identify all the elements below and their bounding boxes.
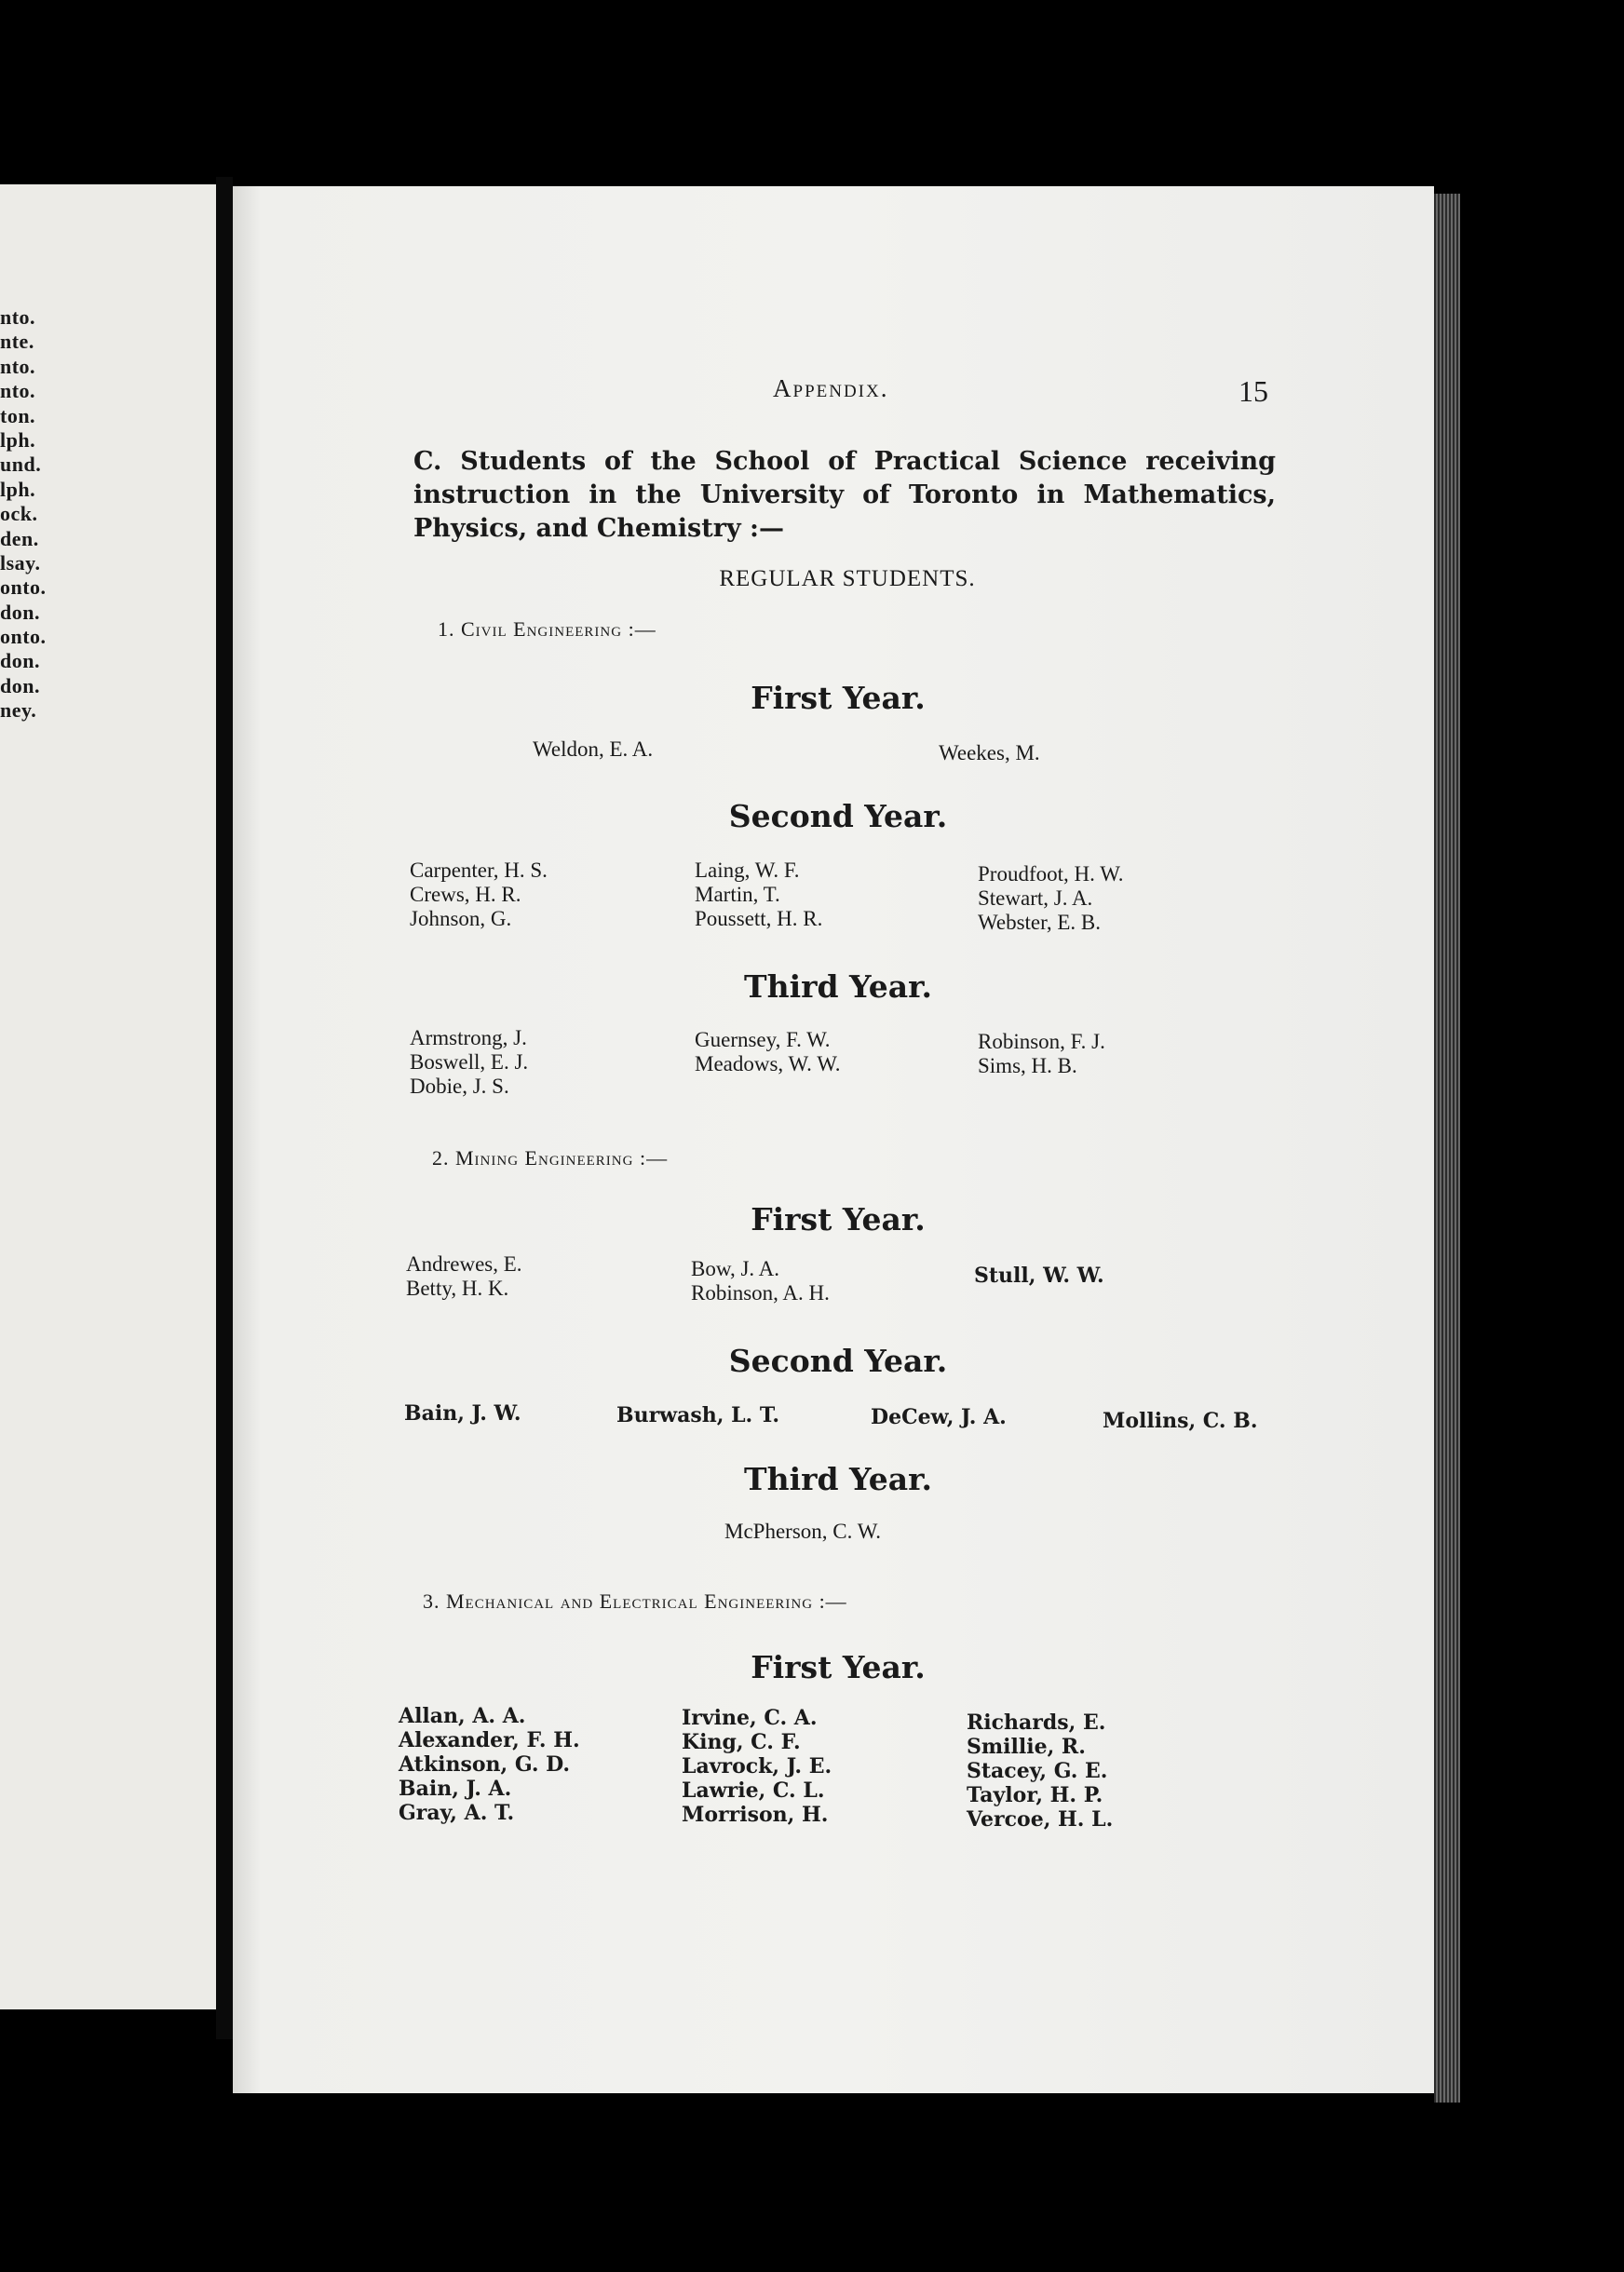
student-name: Lawrie, C. L.: [682, 1778, 825, 1803]
year-heading: First Year.: [751, 680, 926, 716]
section-heading-civil: 1. Civil Engineering :—: [438, 617, 656, 641]
student-name: Johnson, G.: [410, 907, 512, 930]
facing-line: den.: [0, 526, 39, 550]
student-name: Taylor, H. P.: [967, 1783, 1103, 1807]
facing-line: don.: [0, 600, 40, 624]
student-name: Carpenter, H. S.: [410, 859, 548, 882]
student-name: DeCew, J. A.: [871, 1405, 1007, 1429]
student-name: Stull, W. W.: [974, 1264, 1104, 1288]
name-column: [399, 1704, 580, 1825]
name-column: [695, 1028, 841, 1076]
student-name: Dobie, J. S.: [410, 1075, 509, 1098]
student-name: Meadows, W. W.: [695, 1052, 841, 1075]
student-name: Poussett, H. R.: [695, 907, 823, 930]
student-name: Robinson, A. H.: [691, 1281, 830, 1305]
name-column: [967, 1711, 1113, 1832]
facing-line: ton.: [0, 403, 36, 427]
student-name: Andrewes, E.: [406, 1252, 522, 1276]
student-name: Robinson, F. J.: [978, 1030, 1105, 1053]
name-column: [404, 1401, 521, 1426]
facing-line: nte.: [0, 330, 34, 354]
name-column: [410, 859, 548, 931]
section-heading-mining: 2. Mining Engineering :—: [432, 1146, 669, 1170]
page-edge: [1434, 194, 1460, 2103]
student-name: Bain, J. A.: [399, 1777, 512, 1801]
name-column: [978, 862, 1124, 935]
running-head: Appendix.: [773, 374, 889, 402]
student-name: Bain, J. W.: [404, 1401, 521, 1426]
student-name: Laing, W. F.: [695, 859, 800, 882]
student-name: Stacey, G. E.: [967, 1759, 1108, 1783]
student-name: Martin, T.: [695, 883, 780, 906]
student-name: Bow, J. A.: [691, 1257, 779, 1280]
year-heading: Third Year.: [744, 968, 932, 1005]
name-column: [682, 1706, 832, 1827]
page-number: 15: [1238, 374, 1268, 408]
facing-line: nto.: [0, 379, 36, 403]
section-intro: C. Students of the School of Practical Science receiving instruction in the University of Toronto in Mathematics, Physics, and Chemistry :—: [413, 447, 1276, 543]
facing-line: don.: [0, 673, 40, 697]
year-heading: First Year.: [751, 1201, 926, 1237]
facing-line: nto.: [0, 354, 36, 378]
name-column: [871, 1405, 1007, 1429]
student-name: Vercoe, H. L.: [967, 1807, 1114, 1832]
student-name: Allan, A. A.: [399, 1704, 526, 1728]
student-name: Weldon, E. A.: [533, 737, 654, 761]
student-name: Weekes, M.: [939, 741, 1040, 764]
student-name: Irvine, C. A.: [682, 1706, 818, 1730]
section-heading-mechanical-electrical: 3. Mechanical and Electrical Engineering :—: [423, 1589, 847, 1613]
name-column: [939, 741, 1040, 765]
student-name: McPherson, C. W.: [724, 1520, 882, 1543]
student-name: King, C. F.: [682, 1730, 801, 1754]
year-heading: Second Year.: [728, 1343, 948, 1379]
student-name: Proudfoot, H. W.: [978, 862, 1124, 886]
name-column: [978, 1030, 1105, 1078]
facing-page-text: [0, 305, 216, 724]
student-name: Armstrong, J.: [410, 1026, 527, 1049]
student-name: Lavrock, J. E.: [682, 1754, 832, 1778]
student-name: Gray, A. T.: [399, 1801, 515, 1825]
student-name: Webster, E. B.: [978, 911, 1102, 934]
student-name: Smillie, R.: [967, 1735, 1086, 1759]
name-column: [724, 1520, 881, 1544]
student-name: Sims, H. B.: [978, 1054, 1077, 1077]
student-name: Atkinson, G. D.: [399, 1752, 571, 1777]
facing-line: ock.: [0, 502, 38, 526]
name-column: [691, 1257, 830, 1305]
student-name: Morrison, H.: [682, 1803, 829, 1827]
facing-line: onto.: [0, 625, 47, 649]
name-column: [616, 1403, 779, 1427]
student-name: Stewart, J. A.: [978, 886, 1093, 910]
name-column: [533, 737, 653, 762]
facing-line: don.: [0, 649, 40, 673]
facing-line: lph.: [0, 477, 36, 501]
student-name: Richards, E.: [967, 1711, 1106, 1735]
name-column: [406, 1252, 522, 1301]
facing-line: ney.: [0, 698, 37, 723]
name-column: [410, 1026, 528, 1099]
student-name: Boswell, E. J.: [410, 1050, 529, 1074]
name-column: [1103, 1409, 1258, 1433]
student-name: Crews, H. R.: [410, 883, 521, 906]
facing-line: nto.: [0, 305, 36, 329]
facing-line: onto.: [0, 575, 47, 600]
facing-line: lph.: [0, 427, 36, 452]
student-name: Mollins, C. B.: [1103, 1409, 1258, 1433]
year-heading: Second Year.: [728, 798, 948, 834]
year-heading: Third Year.: [744, 1461, 932, 1497]
student-name: Guernsey, F. W.: [695, 1028, 831, 1051]
facing-line: und.: [0, 453, 42, 477]
facing-line: lsay.: [0, 550, 41, 575]
year-heading: First Year.: [751, 1649, 926, 1685]
student-name: Betty, H. K.: [406, 1277, 509, 1300]
student-name: Burwash, L. T.: [616, 1403, 780, 1427]
book-gutter: [216, 177, 233, 2039]
name-column: [974, 1264, 1104, 1288]
regular-students-heading: REGULAR STUDENTS.: [719, 566, 976, 591]
name-column: [695, 859, 822, 931]
student-name: Alexander, F. H.: [399, 1728, 580, 1752]
